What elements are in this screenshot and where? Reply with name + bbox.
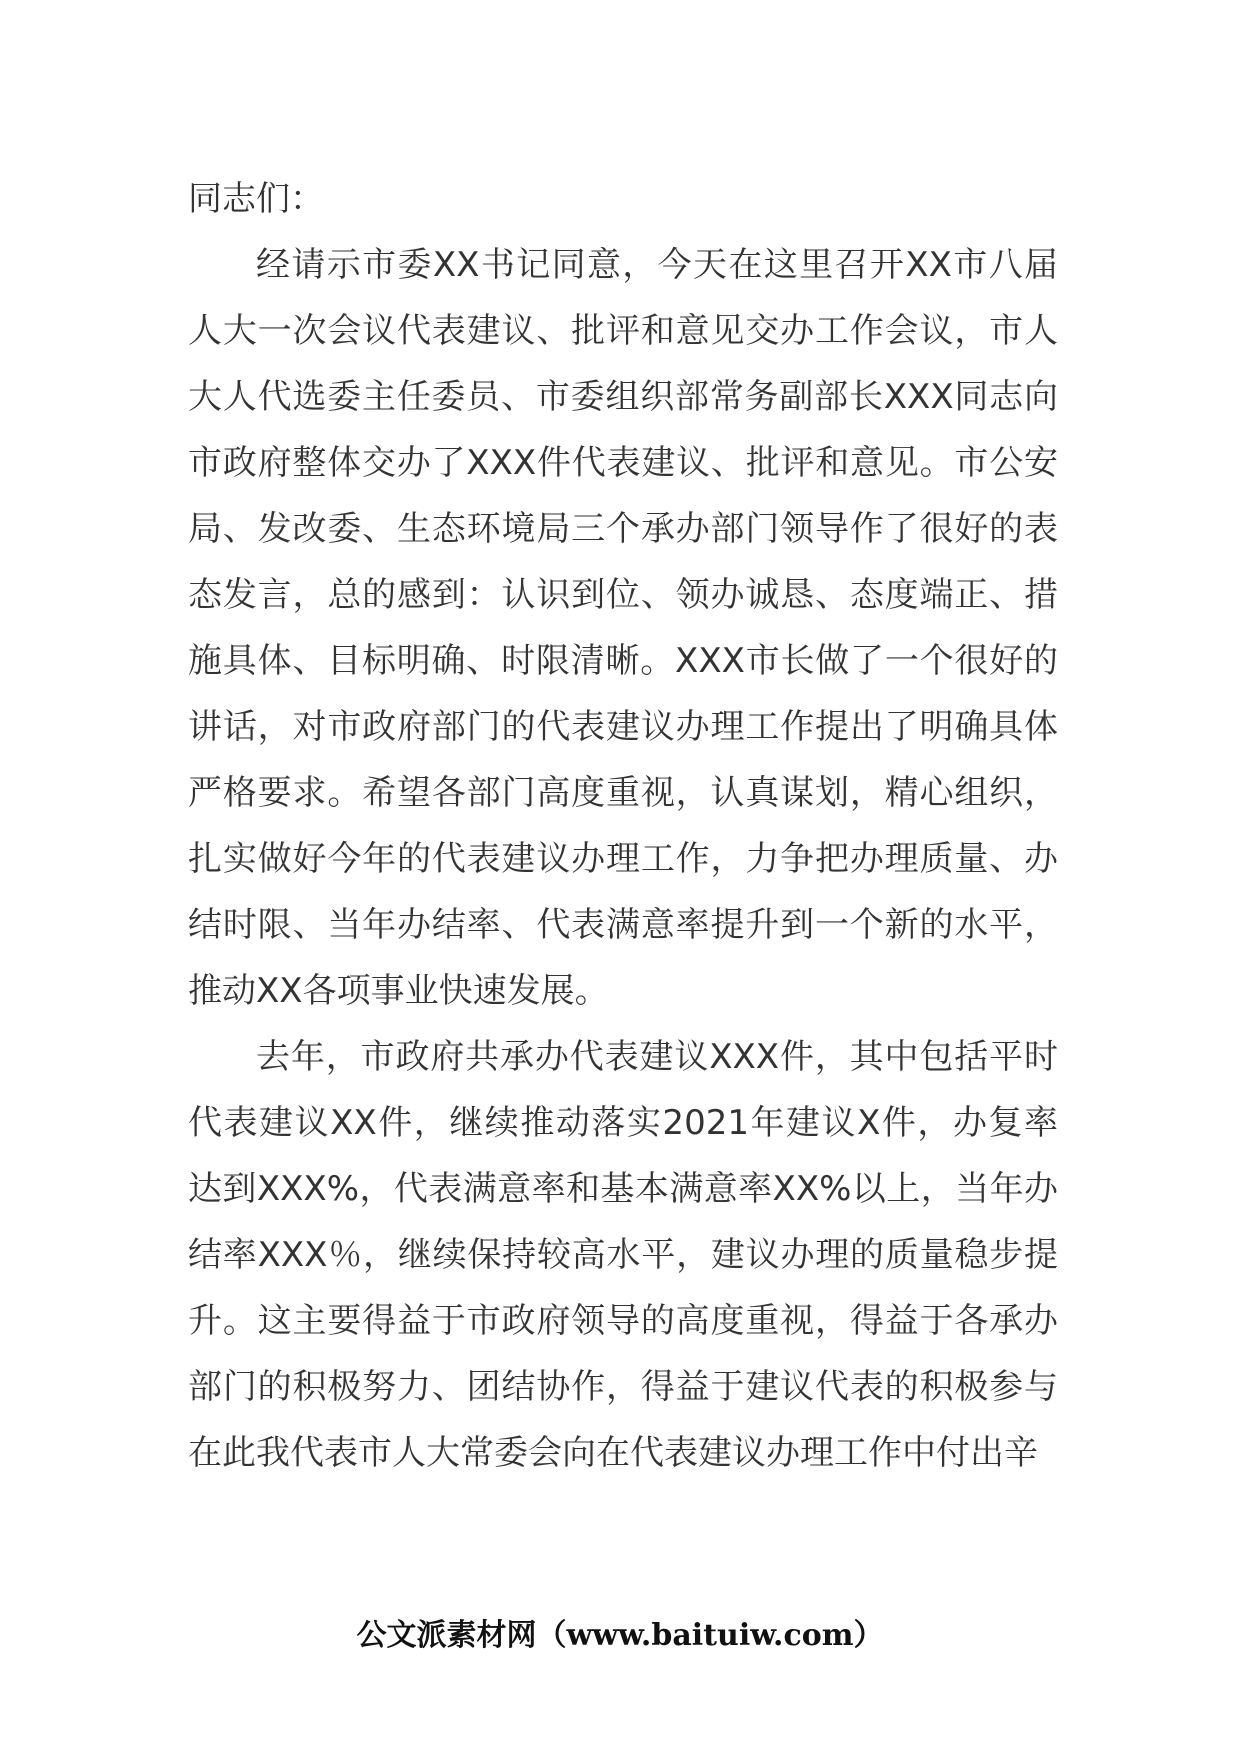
footer-watermark: 公文派素材网（www.baituiw.com） xyxy=(356,1618,884,1653)
salutation: 同志们： xyxy=(188,179,324,219)
paragraph-2: 去年，市政府共承办代表建议XXX件，其中包括平时代表建议XX件，继续推动落实2021年建议X件，办复率达到XXX%，代表满意率和基本满意率XX%以上，当年办结率XXX％，继续保持较高水平，建议办理的质量稳步提升。这主要得益于市政府领导的高度重视，得益于各承办部门的积极努力、团结协作，得益于建议代表的积极参与在此我代表市人大常委会向在代表建议办理工作中付出辛 xyxy=(188,1037,1058,1473)
paragraph-1: 经请示市委XX书记同意，今天在这里召开XX市八届人大一次会议代表建议、批评和意见交办工作会议，市人大人代选委主任委员、市委组织部常务副部长XXX同志向市政府整体交办了XXX件代表建议、批评和意见。市公安局、发改委、生态环境局三个承办部门领导作了很好的表态发言，总的感到：认识到位、领办诚恳、态度端正、措施具体、目标明确、时限清晰。XXX市长做了一个很好的讲话，对市政府部门的代表建议办理工作提出了明确具体严格要求。希望各部门高度重视，认真谋划，精心组织，扎实做好今年的代表建议办理工作，力争把办理质量、办结时限、当年办结率、代表满意率提升到一个新的水平，推动XX各项事业快速发展。 xyxy=(188,245,1058,1011)
document-body xyxy=(188,166,1058,1486)
